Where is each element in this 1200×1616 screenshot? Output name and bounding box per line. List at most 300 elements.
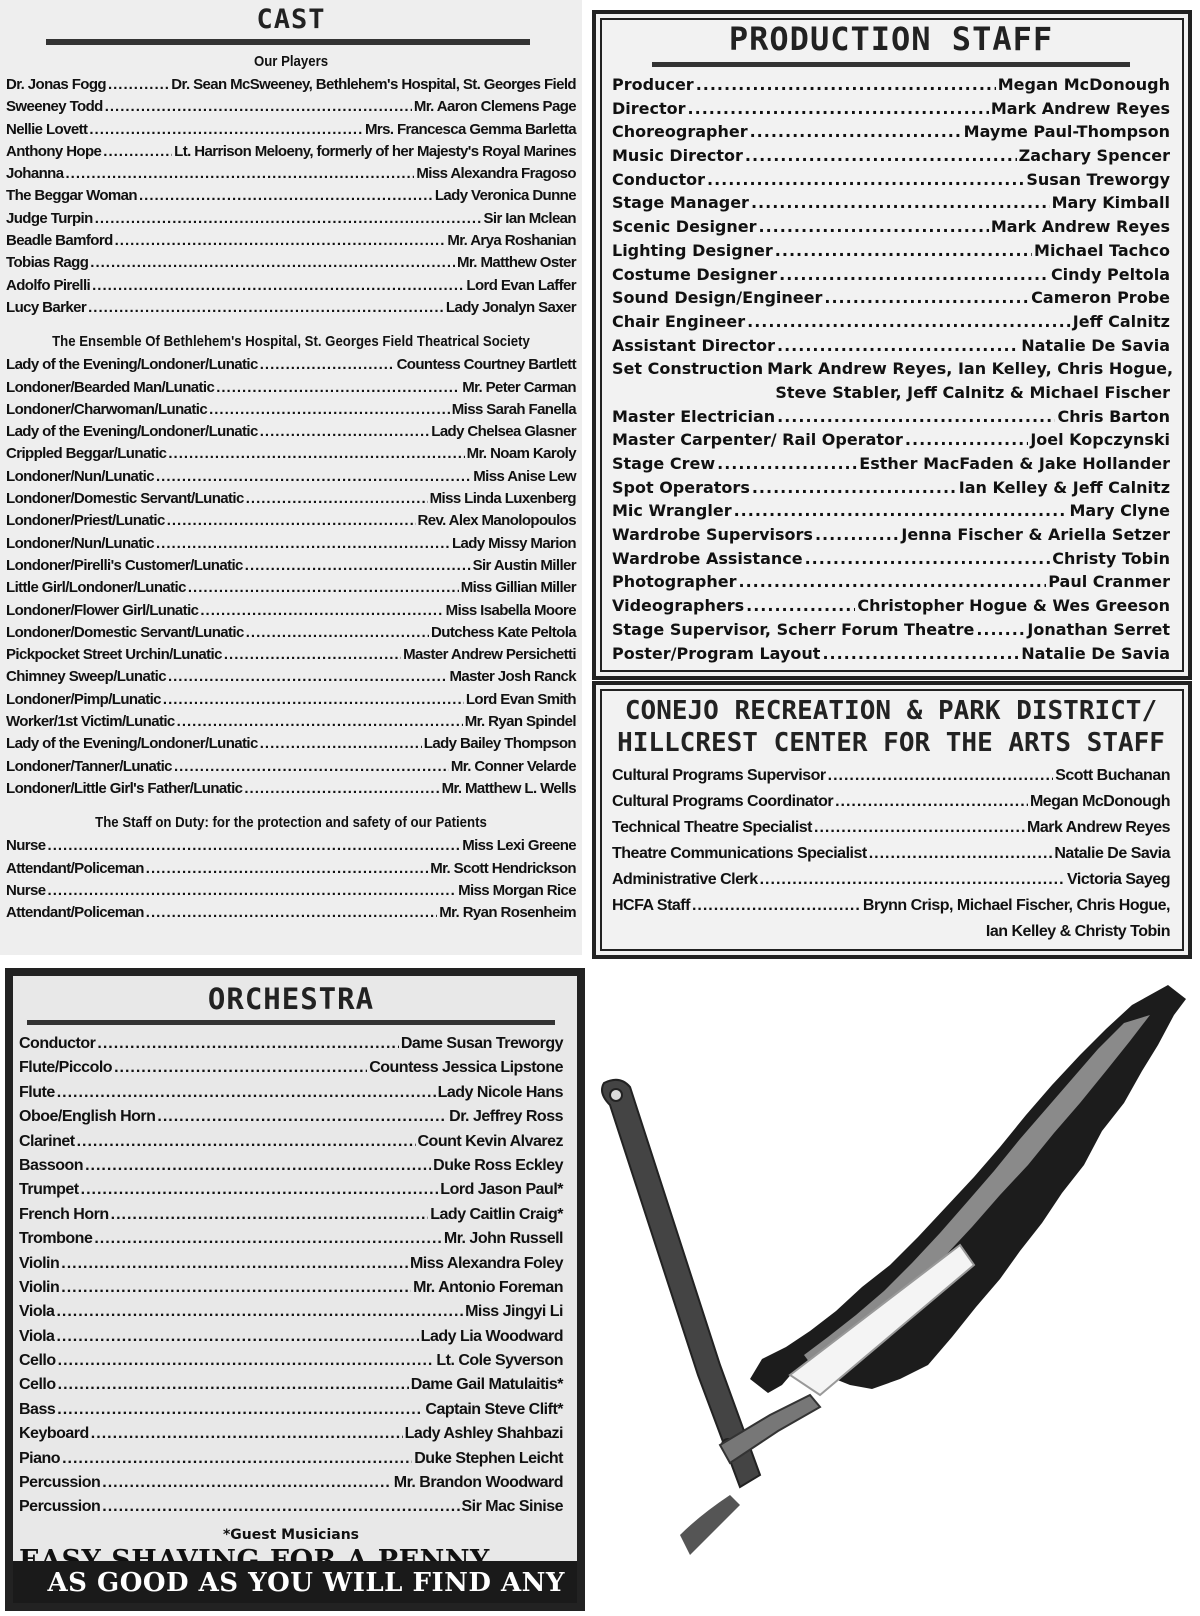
credit-row — [19, 1279, 563, 1303]
credit-role: Londoner/Nun/Lunatic — [6, 467, 154, 485]
staff-heading: The Staff on Duty: for the protection and safety of our Patients — [95, 814, 487, 832]
credit-name: Lord Evan Laffer — [466, 276, 576, 294]
cast-panel — [0, 0, 582, 955]
credit-name: Ian Kelley & Jeff Calnitz — [958, 477, 1170, 497]
credit-row — [612, 265, 1170, 289]
credit-name: Esther MacFaden & Jake Hollander — [859, 454, 1170, 473]
credit-role: Adolfo Pirelli — [6, 276, 91, 294]
credit-row — [6, 646, 576, 668]
credit-role: Violin — [19, 1254, 60, 1272]
credit-row — [6, 423, 576, 445]
leader-dots — [717, 454, 857, 473]
leader-dots — [260, 356, 395, 373]
credit-row — [612, 572, 1170, 596]
leader-dots — [775, 241, 1032, 260]
credit-role: Nurse — [6, 881, 46, 899]
production-title: PRODUCTION STAFF — [728, 20, 1054, 58]
credit-name: Mr. Noam Karoly — [466, 445, 576, 463]
credit-row — [6, 579, 576, 601]
credit-name: Miss Sarah Fanella — [451, 400, 576, 418]
credit-name: Jenna Fischer & Ariella Setzer — [901, 525, 1170, 545]
credit-role: Judge Turpin — [6, 209, 93, 227]
leader-dots — [115, 232, 446, 249]
credit-row — [6, 758, 576, 780]
credit-name: Rev. Alex Manolopoulos — [417, 512, 576, 530]
credit-name: Miss Jingyi Li — [465, 1303, 563, 1321]
leader-dots — [103, 143, 172, 160]
credit-role: Lady of the Evening/Londoner/Lunatic — [6, 735, 258, 753]
credit-name: Mr. Arya Roshanian — [447, 232, 576, 250]
leader-dots — [751, 193, 1050, 212]
leader-dots — [58, 1352, 435, 1370]
credit-role: Flute — [19, 1083, 55, 1101]
credit-role: Lady of the Evening/Londoner/Lunatic — [6, 356, 258, 374]
leader-dots — [200, 602, 443, 619]
credit-row — [19, 1181, 563, 1205]
credit-role: Londoner/Pimp/Lunatic — [6, 690, 161, 708]
leader-dots — [814, 819, 1025, 837]
credit-row — [612, 596, 1170, 620]
credit-name: Lt. Harrison Meloeny, formerly of her Majesty's Royal Marines — [174, 142, 576, 160]
credit-row — [612, 525, 1170, 549]
cast-title-rule — [46, 39, 530, 45]
leader-dots — [260, 735, 422, 752]
credit-row — [6, 602, 576, 624]
production-list-2 — [612, 407, 1170, 668]
credit-row — [6, 735, 576, 757]
leader-dots — [168, 445, 464, 462]
credit-role: Nellie Lovett — [6, 120, 88, 138]
credit-role: Spot Operators — [612, 477, 750, 497]
leader-dots — [95, 210, 482, 227]
leader-dots — [692, 897, 861, 915]
credit-role: Photographer — [612, 572, 737, 592]
credit-role: Lighting Designer — [612, 240, 773, 260]
credit-name: Mrs. Francesca Gemma Barletta — [364, 120, 576, 138]
credit-name: Natalie De Savia — [1021, 643, 1170, 663]
leader-dots — [245, 557, 471, 574]
credit-row — [612, 871, 1170, 897]
leader-dots — [97, 1035, 399, 1053]
orchestra-title: ORCHESTRA — [207, 982, 375, 1016]
credit-row — [6, 379, 576, 401]
credit-row — [612, 146, 1170, 170]
credit-role: Lucy Barker — [6, 298, 87, 316]
credit-row — [612, 288, 1170, 312]
credit-name: Susan Treworgy — [1026, 169, 1170, 189]
credit-name: Mr. Ryan Rosenheim — [439, 904, 576, 922]
production-list — [612, 75, 1174, 383]
credit-name: Miss Isabella Moore — [445, 601, 576, 619]
leader-dots — [779, 265, 1049, 284]
credit-role: Londoner/Domestic Servant/Lunatic — [6, 490, 244, 508]
credit-row — [6, 401, 576, 423]
ensemble-heading: The Ensemble Of Bethlehem's Hospital, St. Georges Field Theatrical Society — [52, 333, 530, 351]
credit-name: Duke Ross Eckley — [433, 1156, 563, 1174]
ensemble-list — [6, 356, 576, 802]
credit-name: Mr. Antonio Foreman — [413, 1278, 563, 1296]
credit-row — [6, 76, 576, 98]
credit-name: Jonathan Serret — [1027, 619, 1170, 639]
credit-row — [19, 1498, 563, 1522]
credit-row — [6, 557, 576, 579]
credit-name: Lady Ashley Shahbazi — [404, 1425, 563, 1443]
credit-row — [19, 1108, 563, 1132]
credit-name: Countess Courtney Bartlett — [396, 356, 576, 374]
credit-role: Little Girl/Londoner/Lunatic — [6, 579, 186, 597]
leader-dots — [696, 75, 996, 94]
leader-dots — [65, 165, 414, 182]
credit-row — [6, 356, 576, 378]
leader-dots — [111, 1206, 429, 1224]
credit-row — [6, 668, 576, 690]
conejo-title-line1: CONEJO RECREATION & PARK DISTRICT/ — [624, 696, 1158, 726]
credit-role: Conductor — [19, 1035, 96, 1052]
credit-row — [612, 793, 1170, 819]
leader-dots — [244, 780, 439, 797]
credit-role: Clarinet — [19, 1132, 75, 1150]
credit-name: Chris Barton — [1057, 406, 1170, 426]
leader-dots — [48, 837, 461, 854]
credit-role: Londoner/Charwoman/Lunatic — [6, 400, 208, 418]
credit-name: Miss Lexi Greene — [462, 837, 576, 855]
credit-role: Worker/1st Victim/Lunatic — [6, 713, 175, 731]
credit-row — [6, 165, 576, 187]
credit-row — [612, 478, 1170, 502]
credit-row — [6, 445, 576, 467]
credit-row — [19, 1255, 563, 1279]
credit-row — [612, 99, 1170, 123]
credit-name: Mark Andrew Reyes — [1027, 819, 1170, 836]
credit-row — [6, 490, 576, 512]
credit-name: Scott Buchanan — [1055, 767, 1170, 784]
credit-row — [6, 780, 576, 802]
credit-row — [612, 217, 1170, 241]
conejo-title-line2: HILLCREST CENTER FOR THE ARTS STAFF — [617, 728, 1165, 758]
credit-name: Victoria Sayeg — [1067, 871, 1170, 888]
credit-row — [612, 430, 1170, 454]
credit-role: Londoner/Bearded Man/Lunatic — [6, 378, 215, 396]
credit-row — [612, 312, 1170, 336]
leader-dots — [174, 758, 449, 775]
credit-row — [612, 193, 1170, 217]
credit-role: Stage Crew — [612, 454, 716, 473]
credit-row — [6, 187, 576, 209]
credit-row — [6, 121, 576, 143]
leader-dots — [177, 713, 463, 730]
credit-name: Master Andrew Persichetti — [403, 646, 576, 664]
credit-role: Piano — [19, 1449, 61, 1467]
credit-role: Cello — [19, 1352, 56, 1370]
credit-name: Mr. Scott Hendrickson — [430, 859, 576, 877]
credit-name: Mr. Matthew L. Wells — [441, 779, 576, 797]
credit-name: Christopher Hogue & Wes Greeson — [857, 596, 1170, 616]
orchestra-panel — [5, 968, 585, 1611]
leader-dots — [815, 525, 899, 544]
conejo-title — [612, 695, 1170, 759]
leader-dots — [905, 430, 1028, 449]
credit-role: Chair Engineer — [612, 311, 746, 331]
credit-row — [19, 1352, 563, 1376]
credit-name: Mr. Aaron Clemens Page — [413, 98, 576, 116]
leader-dots — [746, 596, 855, 615]
credit-name: Mr. Matthew Oster — [457, 254, 576, 272]
credit-role: HCFA Staff — [612, 897, 690, 914]
credit-role: Nurse — [6, 837, 46, 855]
credit-role: Assistant Director — [612, 335, 776, 355]
credit-row — [19, 1450, 563, 1474]
credit-name: Lord Jason Paul* — [440, 1181, 563, 1199]
credit-role: Set Construction — [612, 359, 764, 379]
credit-name: Dr. Sean McSweeney, Bethlehem's Hospital, St. Georges Field — [171, 76, 576, 93]
leader-dots — [976, 620, 1025, 639]
credit-role: Mic Wrangler — [612, 501, 732, 521]
credit-role: Londoner/Tanner/Lunatic — [6, 757, 172, 775]
credit-name: Zachary Spencer — [1018, 146, 1170, 166]
credit-name: Dame Susan Treworgy — [400, 1035, 563, 1052]
credit-row — [19, 1425, 563, 1449]
credit-role: Master Carpenter/ Rail Operator — [612, 430, 903, 450]
guest-musicians-note: *Guest Musicians — [222, 1526, 360, 1543]
cast-title: CAST — [256, 4, 326, 35]
credit-role: Londoner/Domestic Servant/Lunatic — [6, 623, 244, 641]
leader-dots — [168, 668, 448, 685]
credit-name: Sir Mac Sinise — [461, 1498, 563, 1516]
leader-dots — [707, 170, 1024, 189]
credit-name: Mark Andrew Reyes, Ian Kelley, Chris Hogue, — [767, 359, 1174, 379]
credit-role: Conductor — [612, 169, 705, 189]
credit-name: Jeff Calnitz — [1072, 311, 1170, 331]
credit-name: Mary Clyne — [1069, 501, 1170, 521]
leader-dots — [734, 501, 1068, 520]
credit-role: Attendant/Policeman — [6, 859, 144, 877]
credit-role: Wardrobe Supervisors — [612, 525, 813, 545]
credit-name: Mayme Paul-Thompson — [963, 122, 1170, 142]
credit-name: Cameron Probe — [1031, 288, 1170, 308]
credit-role: Attendant/Policeman — [6, 904, 144, 922]
credit-role: Trumpet — [19, 1181, 79, 1199]
credit-role: Chimney Sweep/Lunatic — [6, 668, 166, 686]
credit-row — [6, 691, 576, 713]
credit-role: Sweeney Todd — [6, 98, 103, 116]
credit-row — [6, 277, 576, 299]
credit-name: Natalie De Savia — [1054, 845, 1170, 862]
leader-dots — [167, 512, 416, 529]
leader-dots — [89, 121, 363, 138]
conejo-staff-panel — [592, 681, 1192, 959]
credit-role: Bass — [19, 1400, 56, 1418]
credit-role: Londoner/Little Girl's Father/Lunatic — [6, 779, 243, 797]
credit-row — [612, 241, 1170, 265]
leader-dots — [57, 1401, 423, 1419]
credit-row — [19, 1206, 563, 1230]
leader-dots — [759, 217, 989, 236]
credit-role: Poster/Program Layout — [612, 643, 821, 663]
hcfa-continuation: Ian Kelley & Christy Tobin — [985, 923, 1170, 940]
production-staff-panel — [592, 10, 1192, 680]
credit-name: Sir Ian Mclean — [483, 209, 576, 227]
credit-role: Keyboard — [19, 1425, 89, 1443]
leader-dots — [114, 1059, 367, 1077]
credit-row — [19, 1230, 563, 1254]
credit-row — [19, 1035, 563, 1059]
credit-row — [6, 210, 576, 232]
credit-role: Londoner/Pirelli's Customer/Lunatic — [6, 556, 243, 574]
leader-dots — [188, 579, 459, 596]
credit-row — [612, 897, 1170, 923]
leader-dots — [56, 1303, 463, 1321]
credit-row — [6, 232, 576, 254]
credit-row — [19, 1474, 563, 1498]
credit-row — [19, 1303, 563, 1327]
leader-dots — [260, 423, 430, 440]
credit-role: Viola — [19, 1327, 55, 1345]
credit-row — [19, 1376, 563, 1400]
credit-role: Scenic Designer — [612, 217, 757, 237]
credit-name: Joel Kopczynski — [1030, 430, 1170, 450]
credit-name: Countess Jessica Lipstone — [369, 1059, 563, 1077]
credit-name: Paul Cranmer — [1048, 572, 1170, 592]
leader-dots — [48, 882, 457, 899]
credit-role: Londoner/Priest/Lunatic — [6, 512, 165, 530]
credit-role: Percussion — [19, 1474, 101, 1492]
leader-dots — [102, 1474, 391, 1492]
credit-role: Theatre Communications Specialist — [612, 845, 867, 862]
credit-row — [612, 336, 1170, 360]
credit-name: Dr. Jeffrey Ross — [449, 1108, 563, 1126]
credit-name: Megan McDonough — [997, 75, 1170, 94]
credit-name: Miss Morgan Rice — [458, 881, 576, 899]
credit-name: Megan McDonough — [1029, 793, 1170, 810]
conejo-list — [612, 767, 1170, 923]
credit-role: Producer — [612, 75, 694, 94]
credit-role: Cultural Programs Coordinator — [612, 793, 834, 810]
leader-dots — [139, 187, 433, 204]
leader-dots — [156, 535, 450, 552]
credit-row — [612, 845, 1170, 871]
leader-dots — [90, 254, 455, 271]
credit-row — [612, 819, 1170, 845]
credit-role: Anthony Hope — [6, 142, 102, 160]
leader-dots — [92, 277, 464, 294]
leader-dots — [209, 401, 450, 418]
credit-role: Sound Design/Engineer — [612, 288, 823, 308]
leader-dots — [77, 1133, 416, 1151]
leader-dots — [828, 767, 1054, 785]
credit-row — [19, 1133, 563, 1157]
credit-name: Mr. Ryan Spindel — [464, 713, 576, 731]
credit-name: Sir Austin Miller — [472, 556, 576, 574]
credit-role: Violin — [19, 1278, 60, 1296]
credit-row — [19, 1401, 563, 1425]
credit-row — [612, 454, 1170, 478]
credit-role: Crippled Beggar/Lunatic — [6, 445, 167, 463]
credit-name: Lady Lia Woodward — [420, 1327, 563, 1345]
credit-name: Mr. Conner Velarde — [450, 757, 576, 775]
credit-row — [6, 299, 576, 321]
leader-dots — [156, 468, 471, 485]
credit-role: Music Director — [612, 146, 743, 166]
staff-list — [6, 837, 576, 926]
credit-role: Viola — [19, 1303, 55, 1321]
credit-row — [6, 713, 576, 735]
leader-dots — [58, 1376, 409, 1394]
leader-dots — [805, 549, 1051, 568]
leader-dots — [108, 76, 169, 93]
credit-row — [612, 407, 1170, 431]
leader-dots — [738, 572, 1046, 591]
leader-dots — [745, 146, 1017, 165]
leader-dots — [61, 1255, 408, 1273]
credit-name: Lady Nicole Hans — [437, 1083, 563, 1101]
leader-dots — [61, 1279, 411, 1297]
leader-dots — [102, 1498, 459, 1516]
credit-name: Mark Andrew Reyes — [990, 217, 1170, 237]
leader-dots — [777, 336, 1019, 355]
credit-name: Miss Gillian Miller — [460, 579, 576, 597]
leader-dots — [224, 646, 401, 663]
credit-role: Oboe/English Horn — [19, 1108, 156, 1126]
credit-row — [612, 170, 1170, 194]
credit-name: Mr. John Russell — [443, 1230, 563, 1248]
credit-row — [6, 512, 576, 534]
credit-role: French Horn — [19, 1205, 109, 1223]
leader-dots — [688, 99, 989, 118]
credit-row — [19, 1084, 563, 1108]
leader-dots — [85, 1157, 431, 1175]
credit-role: Lady of the Evening/Londoner/Lunatic — [6, 423, 258, 441]
credit-row — [6, 468, 576, 490]
players-list — [6, 76, 576, 321]
leader-dots — [62, 1450, 412, 1468]
leader-dots — [163, 691, 464, 708]
credit-role: Bassoon — [19, 1156, 84, 1174]
credit-role: Londoner/Nun/Lunatic — [6, 534, 154, 552]
credit-name: Lady Chelsea Glasner — [431, 423, 576, 441]
credit-row — [6, 624, 576, 646]
credit-role: Administrative Clerk — [612, 871, 758, 888]
leader-dots — [777, 407, 1055, 426]
credit-role: Percussion — [19, 1498, 101, 1516]
credit-row — [6, 904, 576, 926]
leader-dots — [246, 624, 429, 641]
leader-dots — [146, 904, 437, 921]
leader-dots — [216, 379, 460, 396]
leader-dots — [869, 845, 1053, 863]
leader-dots — [760, 871, 1065, 889]
credit-role: Dr. Jonas Fogg — [6, 76, 106, 93]
orchestra-title-rule — [27, 1020, 555, 1025]
leader-dots — [105, 98, 412, 115]
credit-row — [612, 501, 1170, 525]
credit-name: Lady Missy Marion — [451, 534, 576, 552]
leader-dots — [246, 490, 428, 507]
leader-dots — [822, 644, 1019, 663]
credit-name: Master Josh Ranck — [449, 668, 576, 686]
credit-row — [19, 1328, 563, 1352]
credit-role: Stage Manager — [612, 193, 749, 213]
credit-name: Lady Caitlin Craig* — [430, 1205, 563, 1223]
credit-role: Flute/Piccolo — [19, 1059, 113, 1077]
credit-role: Johanna — [6, 165, 64, 183]
credit-row — [6, 837, 576, 859]
credit-name: Miss Alexandra Foley — [409, 1254, 563, 1272]
credit-role: Trombone — [19, 1230, 93, 1248]
credit-row — [19, 1157, 563, 1181]
credit-name: Lady Bailey Thompson — [423, 735, 576, 753]
leader-dots — [88, 299, 444, 316]
credit-name: Mr. Brandon Woodward — [393, 1474, 563, 1492]
